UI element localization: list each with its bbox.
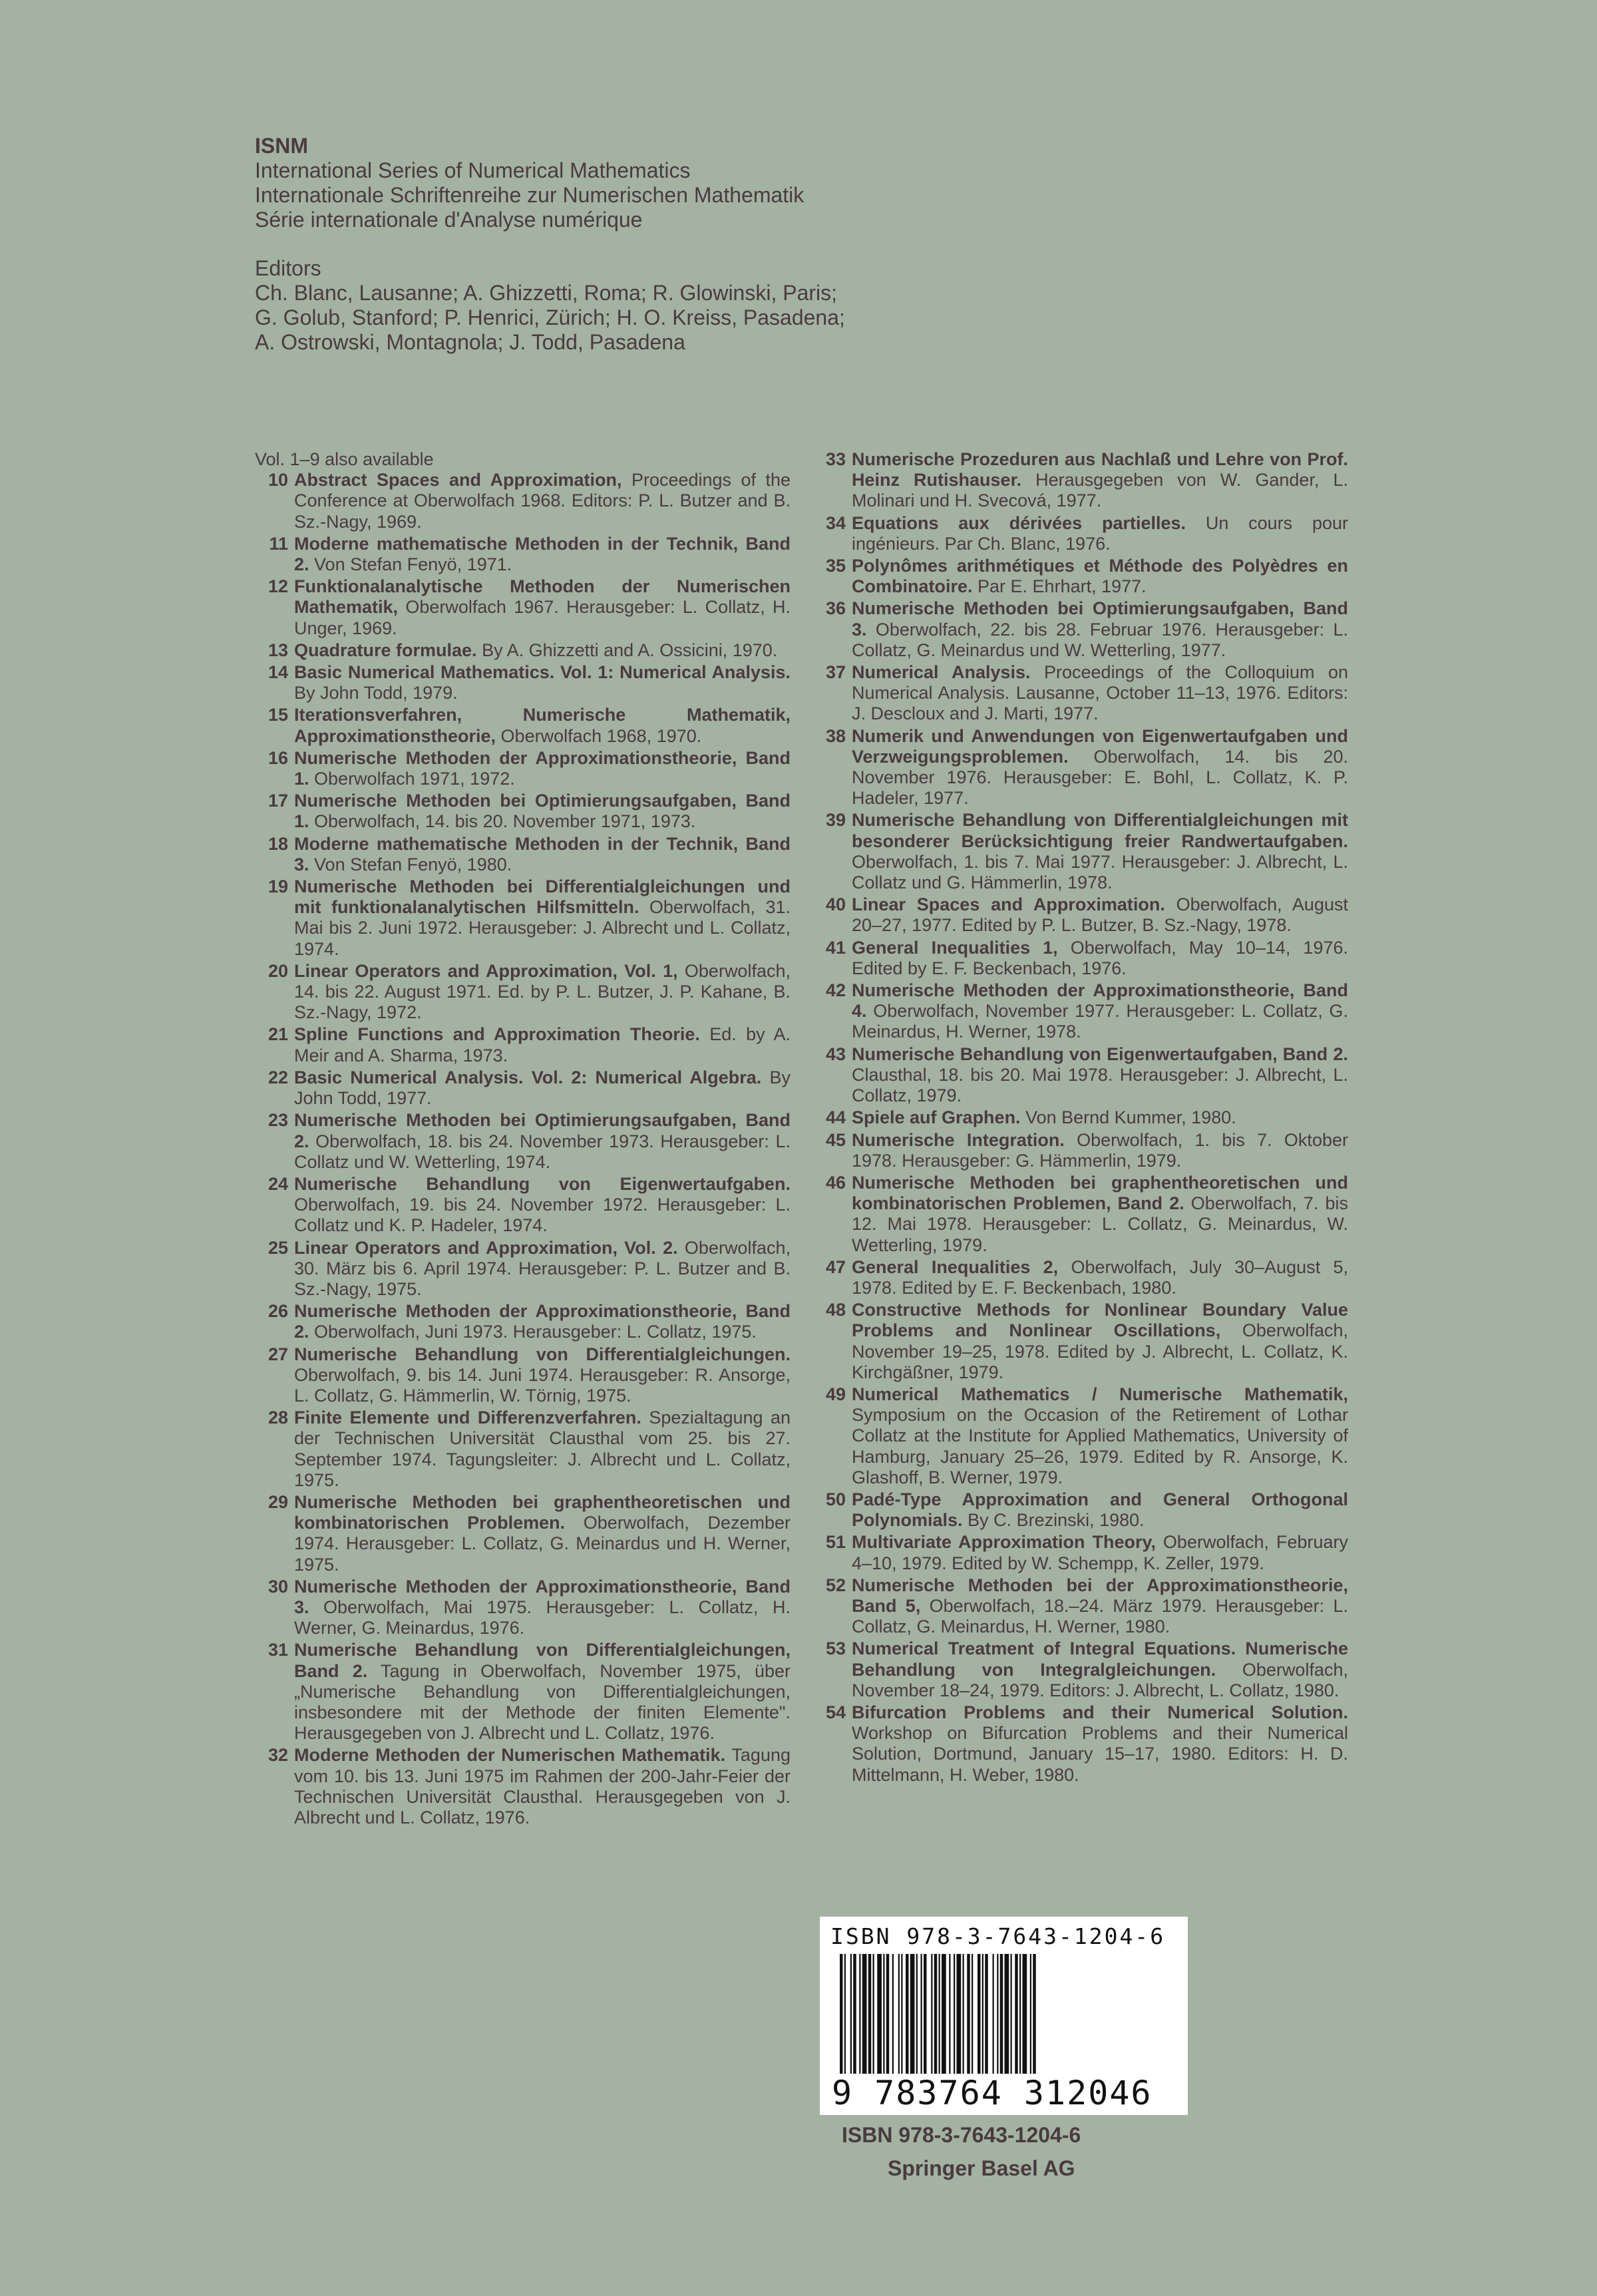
volume-title: Numerische Methoden bei Optimierungsaufgaben, Band 2.: [294, 1110, 791, 1151]
volume-number: 20: [267, 960, 288, 981]
volume-title: General Inequalities 2,: [852, 1256, 1059, 1277]
volume-entry: [812, 556, 1348, 597]
volume-description: [294, 791, 791, 832]
barcode-bar: [997, 1954, 998, 2074]
barcode-bar: [850, 1954, 852, 2074]
volume-number: 51: [825, 1532, 846, 1553]
barcode-bar: [868, 1954, 872, 2074]
volume-title: Numerische Methoden der Approximationstheorie, Band 2.: [294, 1301, 791, 1342]
volume-number: 15: [267, 705, 288, 725]
volume-details: Oberwolfach, Mai 1975. Herausgeber: L. Collatz, H. Werner, G. Meinardus, 1976.: [294, 1597, 791, 1638]
volume-number: 37: [825, 662, 846, 683]
barcode-bar: [1005, 1954, 1009, 2074]
volume-number: 44: [825, 1107, 846, 1128]
barcode-bar: [1019, 1954, 1021, 2074]
volume-entry: [812, 1702, 1348, 1786]
volume-details: By John Todd, 1979.: [294, 683, 458, 703]
volume-entry: [812, 1107, 1348, 1128]
volume-description: [852, 1532, 1348, 1573]
volume-number: 22: [267, 1067, 288, 1087]
volume-description: [852, 598, 1348, 661]
volume-description: [294, 576, 791, 639]
volume-number: 17: [267, 791, 288, 811]
volume-entry: [255, 662, 791, 703]
volume-details: Oberwolfach, November 1977. Herausgeber: L. Collatz, G. Meinardus, H. Werner, 1978.: [852, 1001, 1348, 1042]
barcode-bar: [985, 1954, 988, 2074]
barcode-bar: [934, 1954, 938, 2074]
volume-entry: [812, 1575, 1348, 1638]
barcode-bar: [963, 1954, 964, 2074]
volume-entry: [255, 1344, 791, 1407]
barcode-bar: [972, 1954, 973, 2074]
volume-details: Von Stefan Fenyö, 1980.: [309, 854, 512, 874]
volume-details: Oberwolfach, 18.–24. März 1979. Herausgeber: L. Collatz, G. Meinardus, H. Werner, 1980.: [852, 1595, 1348, 1637]
volume-details: Oberwolfach, 9. bis 14. Juni 1974. Herausgeber: R. Ansorge, L. Collatz, G. Hämmerlin, W. Törnig, 1975.: [294, 1364, 791, 1406]
volume-details: Ed. by A. Meir and A. Sharma, 1973.: [294, 1024, 791, 1065]
volume-title: Finite Elemente und Differenzverfahren.: [294, 1408, 641, 1428]
volume-entry: [255, 576, 791, 639]
series-name-fr: Série internationale d'Analyse numérique: [255, 208, 643, 232]
volume-entry: [812, 449, 1348, 512]
barcode-bar: [840, 1954, 843, 2074]
volume-entry: [812, 1130, 1348, 1171]
volume-number: 40: [825, 894, 846, 915]
volume-number: 25: [267, 1237, 288, 1258]
volume-entry: [812, 1173, 1348, 1256]
volume-description: [294, 1238, 791, 1300]
volume-number: 42: [825, 980, 846, 1001]
volume-details: Oberwolfach, February 4–10, 1979. Edited by W. Schempp, K. Zeller, 1979.: [852, 1532, 1348, 1573]
volume-description: [294, 705, 791, 746]
volume-details: Von Stefan Fenyö, 1971.: [309, 554, 512, 575]
volume-description: [852, 1489, 1348, 1531]
volume-title: Numerische Behandlung von Eigenwertaufgaben, Band 2.: [852, 1044, 1348, 1064]
volume-title: Moderne mathematische Methoden in der Technik, Band 2.: [294, 533, 791, 575]
volume-description: [294, 1174, 791, 1237]
volume-number: 29: [267, 1491, 288, 1512]
volume-title: Linear Operators and Approximation, Vol. 2.: [294, 1237, 678, 1258]
volume-entry: [255, 1238, 791, 1300]
volume-number: 43: [825, 1044, 846, 1064]
volume-entry: [812, 938, 1348, 979]
volume-entry: [255, 1024, 791, 1065]
volume-number: 11: [269, 533, 288, 554]
volume-entry: [255, 1745, 791, 1828]
volume-description: [852, 1044, 1348, 1107]
isbn-number: ISBN 978-3-7643-1204-6: [842, 2123, 1081, 2147]
volume-details: Proceedings of the Colloquium on Numerical Analysis. Lausanne, October 11–13, 1976. Editors: J. Descloux and J. Marti, 1977.: [852, 662, 1348, 724]
volume-number: 35: [825, 556, 846, 576]
volume-title: Moderne Methoden der Numerischen Mathematik.: [294, 1745, 726, 1766]
volume-details: Herausgegeben von W. Gander, L. Molinari und H. Svecová, 1977.: [852, 470, 1348, 511]
barcode-bar: [1015, 1954, 1018, 2074]
volume-description: [294, 640, 791, 661]
volume-number: 21: [267, 1024, 288, 1045]
volume-description: [294, 834, 791, 875]
volume-description: [852, 810, 1348, 893]
volume-entry: [812, 1384, 1348, 1488]
volume-entry: [812, 1489, 1348, 1531]
barcode-bar: [1023, 1954, 1027, 2074]
volume-description: [852, 726, 1348, 809]
volume-number: 41: [825, 937, 846, 958]
volume-number: 52: [825, 1575, 846, 1595]
volume-details: Workshop on Bifurcation Problems and their Numerical Solution, Dortmund, January 15–17, 1980. Editors: H. D. Mittelmann, H. Weber, 1980.: [852, 1723, 1348, 1785]
volume-number: 48: [825, 1300, 846, 1320]
volume-details: Oberwolfach, 18. bis 24. November 1973. Herausgeber: L. Collatz und W. Wetterling, 1974.: [294, 1131, 791, 1172]
volume-title: Numerical Mathematics / Numerische Mathematik,: [852, 1384, 1348, 1404]
volume-entry: [812, 1532, 1348, 1573]
volume-number: 36: [825, 598, 846, 619]
volume-title: Numerische Methoden der Approximationstheorie, Band 4.: [852, 980, 1348, 1022]
volume-entry: [255, 1174, 791, 1237]
barcode-bar: [877, 1954, 882, 2074]
volume-title: Bifurcation Problems and their Numerical Solution.: [852, 1702, 1348, 1722]
volume-number: 34: [825, 512, 846, 533]
barcode-bar: [993, 1954, 994, 2074]
volume-details: Oberwolfach, 1. bis 7. Mai 1977. Herausgeber: J. Albrecht, L. Collatz und G. Hämmerlin, 1978.: [852, 851, 1348, 893]
volume-number: 30: [267, 1576, 288, 1597]
volume-entry: [812, 980, 1348, 1043]
volume-title: Iterationsverfahren, Numerische Mathematik, Approximationstheorie,: [294, 705, 791, 746]
volume-entry: [812, 662, 1348, 725]
volume-details: Oberwolfach, 14. bis 22. August 1971. Ed. by P. L. Butzer, J. P. Kahane, B. Sz.-Nagy, 1972.: [294, 960, 791, 1023]
volume-title: Quadrature formulae.: [294, 640, 477, 660]
barcode-panel: [820, 1917, 1188, 2115]
volume-details: Oberwolfach 1971, 1972.: [309, 769, 515, 789]
volume-entry: [812, 1257, 1348, 1298]
barcode-bar: [967, 1954, 970, 2074]
barcode-bar: [859, 1954, 860, 2074]
volume-title: Equations aux dérivées partielles.: [852, 512, 1186, 533]
volume-entry: [812, 894, 1348, 936]
barcode-bar: [949, 1954, 950, 2074]
volume-number: 13: [267, 640, 288, 660]
volume-title: Numerical Treatment of Integral Equations. Numerische Behandlung von Integralgleichungen.: [852, 1638, 1348, 1680]
volume-entry: [255, 1301, 791, 1342]
barcode-bars: [840, 1954, 1172, 2074]
barcode-bar: [921, 1954, 922, 2074]
barcode-bar: [982, 1954, 983, 2074]
volume-entry: [255, 791, 791, 832]
volume-title: Numerische Behandlung von Differentialgleichungen.: [294, 1344, 791, 1364]
volume-details: Oberwolfach, November 19–25, 1978. Edited by J. Albrecht, L. Collatz, K. Kirchgäßner, 1979.: [852, 1320, 1348, 1382]
volume-number: 46: [825, 1172, 846, 1193]
series-header: [255, 133, 1386, 232]
volume-details: Oberwolfach 1967. Herausgeber: L. Collatz, H. Unger, 1969.: [294, 597, 791, 638]
barcode-bar: [916, 1954, 918, 2074]
volume-description: [852, 894, 1348, 936]
volume-number: 26: [267, 1301, 288, 1322]
volume-details: By C. Brezinski, 1980.: [962, 1510, 1145, 1531]
volume-number: 53: [825, 1638, 846, 1659]
volume-title: Numerische Integration.: [852, 1129, 1065, 1150]
volume-list-right: [812, 449, 1348, 1787]
barcode-digits: 9 783764 312046: [832, 2074, 1153, 2112]
volume-title: Abstract Spaces and Approximation,: [294, 470, 622, 490]
volume-number: 54: [825, 1702, 846, 1722]
volume-details: Oberwolfach, 14. bis 20. November 1971, 1973.: [309, 811, 696, 832]
editors-line: Ch. Blanc, Lausanne; A. Ghizzetti, Roma; R. Glowinski, Paris;: [255, 281, 838, 305]
barcode-bar: [1000, 1954, 1003, 2074]
volume-title: Spiele auf Graphen.: [852, 1107, 1021, 1128]
volume-entry: [255, 1492, 791, 1575]
editors-block: [255, 256, 1386, 355]
volume-number: 38: [825, 725, 846, 746]
volume-description: [294, 1024, 791, 1065]
volume-description: [294, 961, 791, 1024]
volume-details: Von Bernd Kummer, 1980.: [1020, 1107, 1236, 1128]
volume-description: [294, 1344, 791, 1407]
volume-number: 16: [267, 747, 288, 768]
volume-title: Numerische Behandlung von Eigenwertaufgaben.: [294, 1173, 791, 1194]
volume-number: 45: [825, 1129, 846, 1150]
volume-entry: [812, 513, 1348, 554]
barcode-bar: [892, 1954, 894, 2074]
barcode-bar: [924, 1954, 927, 2074]
volume-entry: [812, 726, 1348, 809]
volume-entry: [255, 748, 791, 789]
volume-description: [852, 938, 1348, 979]
volume-entry: [812, 1044, 1348, 1107]
volume-title: Moderne mathematische Methoden in der Technik, Band 3.: [294, 833, 791, 874]
editors-line: A. Ostrowski, Montagnola; J. Todd, Pasadena: [255, 330, 685, 354]
volume-description: [294, 1577, 791, 1639]
volume-description: [852, 1638, 1348, 1701]
volume-details: Oberwolfach, Dezember 1974. Herausgeber: L. Collatz, G. Meinardus und H. Werner, 1975.: [294, 1513, 791, 1575]
volume-title: Numerical Analysis.: [852, 662, 1031, 683]
volume-entry: [255, 876, 791, 960]
volume-number: 39: [825, 810, 846, 831]
volume-details: Spezialtagung an der Technischen Universität Clausthal vom 25. bis 27. September 1974. Tagungsleiter: J. Albrecht und L. Collatz, 1975.: [294, 1408, 791, 1490]
volume-description: [852, 1107, 1348, 1128]
volume-details: By A. Ghizzetti and A. Ossicini, 1970.: [476, 640, 778, 660]
volume-entry: [812, 598, 1348, 661]
volume-details: Oberwolfach, 14. bis 20. November 1976. Herausgeber: E. Bohl, L. Collatz, K. P. Hadeler, 1977.: [852, 746, 1348, 809]
volume-title: Funktionalanalytische Methoden der Numerischen Mathematik,: [294, 576, 791, 618]
volume-description: [294, 662, 791, 703]
barcode-bar: [1033, 1954, 1036, 2074]
volume-number: 24: [267, 1173, 288, 1194]
volume-description: [294, 1301, 791, 1342]
volume-description: [852, 1575, 1348, 1638]
volume-entry: [255, 1067, 791, 1109]
volume-details: Clausthal, 18. bis 20. Mai 1978. Herausgeber: J. Albrecht, L. Collatz, 1979.: [852, 1064, 1348, 1106]
volume-details: Oberwolfach, Juni 1973. Herausgeber: L. Collatz, 1975.: [309, 1322, 757, 1342]
volume-details: Oberwolfach, 30. März bis 6. April 1974. Herausgeber: P. L. Butzer and B. Sz.-Nagy, 1975.: [294, 1237, 791, 1299]
volume-number: 19: [267, 876, 288, 897]
volume-title: Multivariate Approximation Theory,: [852, 1532, 1156, 1553]
volume-description: [852, 1384, 1348, 1488]
volume-entry: [255, 705, 791, 746]
volume-number: 18: [267, 833, 288, 854]
volume-title: Linear Operators and Approximation, Vol. 1,: [294, 960, 678, 981]
volume-entry: [255, 1408, 791, 1491]
volume-title: Spline Functions and Approximation Theorie.: [294, 1024, 700, 1045]
volume-details: Symposium on the Occasion of the Retirement of Lothar Collatz at the Institute for Applied Mathematics, University of Hamburg, January 25–26, 1979. Edited by R. Ansorge, K. Glashoff, B. Werner, 1979.: [852, 1405, 1348, 1487]
publisher-name: Springer Basel AG: [888, 2156, 1075, 2180]
volume-description: [852, 1173, 1348, 1256]
series-name-de: Internationale Schriftenreihe zur Numerischen Mathematik: [255, 183, 804, 207]
volume-description: [852, 662, 1348, 725]
volume-entry: [255, 961, 791, 1024]
volume-title: Padé-Type Approximation and General Orthogonal Polynomials.: [852, 1489, 1348, 1531]
volume-title: Basic Numerical Analysis. Vol. 2: Numerical Algebra.: [294, 1067, 762, 1087]
volume-details: Oberwolfach, 22. bis 28. Februar 1976. Herausgeber: L. Collatz, G. Meinardus und W. Wetterling, 1977.: [852, 619, 1348, 660]
volume-details: Oberwolfach, November 18–24, 1979. Editors: J. Albrecht, L. Collatz, 1980.: [852, 1659, 1348, 1700]
volume-title: Numerische Methoden der Approximationstheorie, Band 3.: [294, 1576, 791, 1617]
volume-title: Numerische Behandlung von Differentialgleichungen mit besonderer Berücksichtigung freier Randwertaufgaben.: [852, 810, 1348, 851]
volume-description: [852, 1300, 1348, 1383]
volume-entry: [255, 1577, 791, 1639]
volume-description: [294, 876, 791, 960]
volume-number: 47: [825, 1256, 846, 1277]
volume-title: Numerische Methoden der Approximationstheorie, Band 1.: [294, 747, 791, 789]
volume-entry: [812, 1300, 1348, 1383]
volumes-available-note: Vol. 1–9 also available: [255, 449, 434, 469]
volume-title: Basic Numerical Mathematics. Vol. 1: Numerical Analysis.: [294, 662, 791, 683]
volume-title: Numerische Methoden bei graphentheoretischen und kombinatorischen Problemen, Band 2.: [852, 1172, 1348, 1214]
volume-number: 31: [267, 1640, 288, 1660]
volume-title: Numerische Methoden bei der Approximationstheorie, Band 5,: [852, 1575, 1348, 1616]
barcode-bar: [898, 1954, 900, 2074]
volume-entry: [812, 810, 1348, 893]
volume-entry: [255, 1110, 791, 1173]
volume-description: [294, 1640, 791, 1744]
volume-details: By John Todd, 1977.: [294, 1067, 791, 1109]
volume-title: Numerische Behandlung von Differentialgleichungen, Band 2.: [294, 1640, 791, 1681]
volume-description: [294, 748, 791, 789]
barcode-bar: [931, 1954, 932, 2074]
barcode-bar: [957, 1954, 962, 2074]
volume-details: Tagung vom 10. bis 13. Juni 1975 im Rahmen der 200-Jahr-Feier der Technischen Universität Clausthal. Herausgegeben von J. Albrecht und L. Collatz, 1976.: [294, 1745, 791, 1827]
volume-details: Oberwolfach 1968, 1970.: [496, 725, 702, 746]
volume-details: Oberwolfach, 7. bis 12. Mai 1978. Herausgeber: L. Collatz, G. Meinardus, W. Wetterling, 1979.: [852, 1193, 1348, 1255]
volume-details: Oberwolfach, 31. Mai bis 2. Juni 1972. Herausgeber: J. Albrecht und L. Collatz, 1974.: [294, 897, 791, 959]
barcode-bar: [910, 1954, 915, 2074]
barcode-bar: [939, 1954, 940, 2074]
volume-number: 14: [267, 662, 288, 683]
volume-entry: [255, 640, 791, 661]
volume-entry: [255, 1640, 791, 1744]
volume-description: [294, 1110, 791, 1173]
barcode-bar: [1011, 1954, 1012, 2074]
volume-entry: [812, 1638, 1348, 1701]
volume-title: Numerik und Anwendungen von Eigenwertaufgaben und Verzweigungsproblemen.: [852, 725, 1348, 767]
barcode-bar: [901, 1954, 902, 2074]
volume-details: Oberwolfach, July 30–August 5, 1978. Edited by E. F. Beckenbach, 1980.: [852, 1256, 1348, 1298]
volume-number: 23: [267, 1110, 288, 1131]
volume-title: General Inequalities 1,: [852, 937, 1058, 958]
volume-details: Oberwolfach, May 10–14, 1976. Edited by E. F. Beckenbach, 1976.: [852, 937, 1348, 978]
editors-line: G. Golub, Stanford; P. Henrici, Zürich; H. O. Kreiss, Pasadena;: [255, 305, 845, 329]
volume-list-left: [255, 449, 791, 1829]
volume-description: [852, 980, 1348, 1043]
barcode-bar: [1030, 1954, 1031, 2074]
barcode-bar: [883, 1954, 884, 2074]
barcode-bar: [844, 1954, 846, 2074]
volume-description: [852, 513, 1348, 554]
volume-description: [294, 1408, 791, 1491]
volume-entry: [255, 470, 791, 532]
volume-title: Numerische Methoden bei graphentheoretischen und kombinatorischen Problemen.: [294, 1491, 791, 1533]
volume-title: Numerische Prozeduren aus Nachlaß und Lehre von Prof. Heinz Rutishauser.: [852, 449, 1348, 490]
volume-entry: [255, 834, 791, 875]
series-name-en: International Series of Numerical Mathematics: [255, 158, 691, 182]
volume-entry: [255, 534, 791, 575]
barcode-bar: [954, 1954, 955, 2074]
volume-description: [852, 1130, 1348, 1171]
barcode-bar: [873, 1954, 874, 2074]
volume-description: [852, 1257, 1348, 1298]
volume-description: [852, 556, 1348, 597]
volume-details: Oberwolfach, 1. bis 7. Oktober 1978. Herausgeber: G. Hämmerlin, 1979.: [852, 1129, 1348, 1171]
barcode-bar: [906, 1954, 909, 2074]
volume-details: Oberwolfach, August 20–27, 1977. Edited by P. L. Butzer, B. Sz.-Nagy, 1978.: [852, 894, 1348, 936]
volume-details: Tagung in Oberwolfach, November 1975, über „Numerische Behandlung von Differentialgleichungen, insbesondere mit der Methode der finiten Elemente". Herausgegeben von J. Albrecht und L. Collatz, 1976.: [294, 1660, 791, 1744]
barcode-bar: [942, 1954, 946, 2074]
volume-number: 49: [825, 1384, 846, 1404]
volume-title: Constructive Methods for Nonlinear Boundary Value Problems and Nonlinear Oscillations,: [852, 1300, 1348, 1341]
volume-title: Numerische Methoden bei Optimierungsaufgaben, Band 1.: [294, 791, 791, 832]
volume-description: [294, 1492, 791, 1575]
volume-details: Par E. Ehrhart, 1977.: [972, 576, 1147, 597]
volume-description: [852, 449, 1348, 512]
volume-number: 28: [267, 1408, 288, 1428]
volume-details: Un cours pour ingénieurs. Par Ch. Blanc, 1976.: [852, 512, 1348, 554]
volume-details: Proceedings of the Conference at Oberwolfach 1968. Editors: P. L. Butzer and B. Sz.-Nagy, 1969.: [294, 470, 791, 532]
volume-number: 32: [267, 1745, 288, 1766]
volume-description: [294, 470, 791, 532]
editors-label: Editors: [255, 256, 321, 280]
volume-title: Numerische Methoden bei Differentialgleichungen und mit funktionalanalytischen Hilfsmitteln.: [294, 876, 791, 918]
volume-number: 10: [267, 470, 288, 490]
volume-title: Polynômes arithmétiques et Méthode des Polyèdres en Combinatoire.: [852, 556, 1348, 597]
volume-number: 50: [825, 1489, 846, 1509]
volume-number: 12: [267, 576, 288, 597]
volume-description: [294, 1745, 791, 1828]
volume-details: Oberwolfach, 19. bis 24. November 1972. Herausgeber: L. Collatz und K. P. Hadeler, 1974.: [294, 1195, 791, 1236]
volume-description: [852, 1702, 1348, 1786]
volume-description: [294, 1067, 791, 1109]
volume-title: Linear Spaces and Approximation.: [852, 894, 1165, 915]
barcode-bar: [853, 1954, 856, 2074]
volume-description: [294, 534, 791, 575]
barcode-isbn-label: ISBN 978-3-7643-1204-6: [830, 1923, 1166, 1949]
barcode-bar: [886, 1954, 890, 2074]
barcode-bar: [862, 1954, 867, 2074]
series-acronym: ISNM: [255, 134, 308, 158]
volume-number: 27: [267, 1344, 288, 1364]
volume-title: Numerische Methoden bei Optimierungsaufgaben, Band 3.: [852, 598, 1348, 640]
volume-number: 33: [825, 449, 846, 469]
barcode-bar: [977, 1954, 981, 2074]
